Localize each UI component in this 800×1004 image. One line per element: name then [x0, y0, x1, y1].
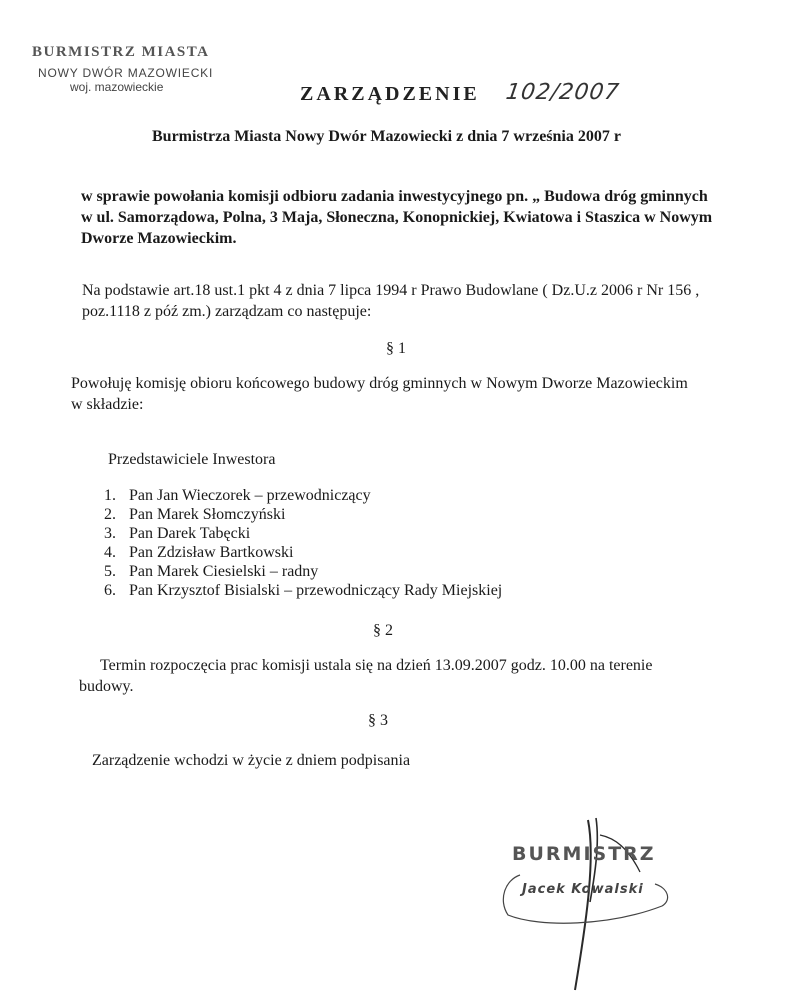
list-item-text: Pan Jan Wieczorek – przewodniczący: [129, 487, 371, 504]
list-item-number: 2.: [104, 506, 116, 523]
section-3-mark: § 3: [368, 712, 388, 729]
list-item-number: 6.: [104, 582, 116, 599]
document-number: 102/2007: [504, 80, 622, 105]
document-title: ZARZĄDZENIE: [300, 83, 480, 105]
section-1-mark: § 1: [386, 340, 406, 357]
stamp-line-3: woj. mazowieckie: [70, 80, 164, 94]
list-item-number: 1.: [104, 487, 116, 504]
list-item-number: 3.: [104, 525, 116, 542]
list-item-number: 5.: [104, 563, 116, 580]
appointment-paragraph: Powołuję komisję obioru końcowego budowy dróg gminnych w Nowym Dworze Mazowieckim w składzie:: [71, 375, 688, 413]
issuer-line: Burmistrza Miasta Nowy Dwór Mazowiecki z dnia 7 września 2007 r: [152, 128, 621, 145]
list-item-text: Pan Marek Słomczyński: [129, 506, 286, 523]
list-item-text: Pan Zdzisław Bartkowski: [129, 544, 294, 561]
signature-title: BURMISTRZ: [512, 843, 656, 865]
stamp-line-2: NOWY DWÓR MAZOWIECKI: [38, 66, 214, 80]
subject-paragraph: w sprawie powołania komisji odbioru zadania inwestycyjnego pn. „ Budowa dróg gminnych w ul. Samorządowa, Polna, 3 Maja, Słoneczna, Konopnickiej, Kwiatowa i Staszica w Nowym Dworze Mazowieckim.: [81, 188, 713, 247]
signature-name: Jacek Kowalski: [522, 882, 644, 897]
representatives-heading: Przedstawiciele Inwestora: [108, 451, 276, 468]
section-2-mark: § 2: [373, 622, 393, 639]
term-paragraph: Termin rozpoczęcia prac komisji ustala się na dzień 13.09.2007 godz. 10.00 na terenie budowy.: [79, 657, 653, 695]
stamp-line-1: BURMISTRZ MIASTA: [32, 44, 210, 60]
final-paragraph: Zarządzenie wchodzi w życie z dniem podpisania: [92, 752, 411, 769]
list-item-number: 4.: [104, 544, 116, 561]
legal-basis-paragraph: Na podstawie art.18 ust.1 pkt 4 z dnia 7 lipca 1994 r Prawo Budowlane ( Dz.U.z 2006 r Nr 156 , poz.1118 z póź zm.) zarządzam co następuje:: [82, 282, 700, 320]
list-item-text: Pan Marek Ciesielski – radny: [129, 563, 319, 580]
list-item-text: Pan Darek Tabęcki: [129, 525, 251, 542]
list-item-text: Pan Krzysztof Bisialski – przewodniczący Rady Miejskiej: [129, 582, 503, 599]
